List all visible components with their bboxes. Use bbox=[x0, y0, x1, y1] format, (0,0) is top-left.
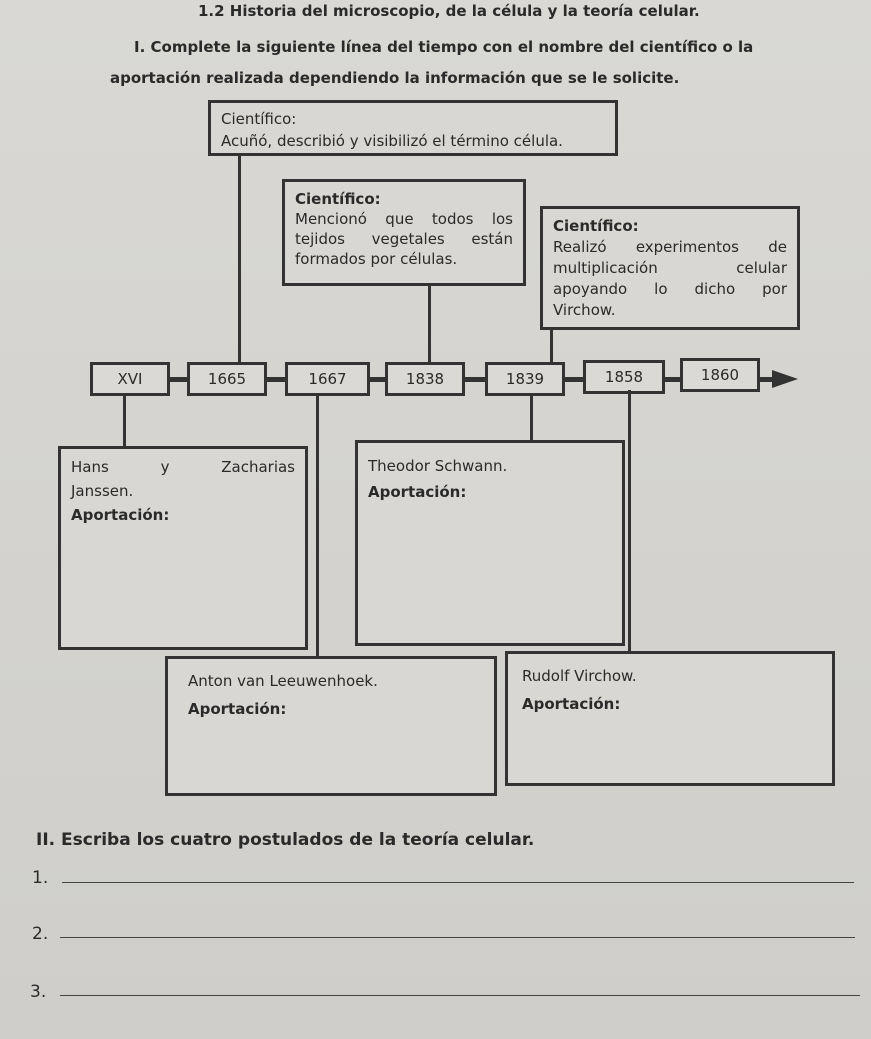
scientist-name-line-2: Janssen. bbox=[71, 482, 134, 500]
postulate-3-label: 3. bbox=[30, 982, 47, 1002]
postulate-2-label: 2. bbox=[32, 924, 49, 944]
scientist-label: Científico: bbox=[221, 110, 297, 128]
year-1838: 1838 bbox=[385, 362, 465, 396]
instruction-line-1: I. Complete la siguiente línea del tiempo con el nombre del científico o la bbox=[134, 38, 754, 56]
postulate-2-answer-line[interactable] bbox=[60, 937, 855, 938]
connector-1665 bbox=[238, 155, 241, 375]
section-2-title: II. Escriba los cuatro postulados de la teoría celular. bbox=[36, 830, 535, 850]
scientist-box-1838 bbox=[282, 179, 526, 286]
contribution-line-1: Realizó experimentos de bbox=[553, 238, 787, 256]
connector-1858 bbox=[628, 390, 631, 652]
contribution-line-1: Mencionó que todos los bbox=[295, 210, 513, 228]
postulate-1-label: 1. bbox=[32, 868, 49, 888]
leeuwenhoek-box bbox=[165, 656, 497, 796]
scientist-name: Anton van Leeuwenhoek. bbox=[188, 672, 378, 690]
contribution-line-2: tejidos vegetales están bbox=[295, 230, 513, 248]
year-1839: 1839 bbox=[485, 362, 565, 396]
instruction-line-2: aportación realizada dependiendo la información que se le solicite. bbox=[110, 69, 680, 87]
year-1858: 1858 bbox=[583, 360, 665, 394]
scientist-label: Científico: bbox=[553, 217, 639, 235]
postulate-3-answer-line[interactable] bbox=[60, 995, 860, 996]
scientist-box-1665 bbox=[208, 100, 618, 156]
contribution-line-4: Virchow. bbox=[553, 301, 616, 319]
year-1667: 1667 bbox=[285, 362, 370, 396]
page-title: 1.2 Historia del microscopio, de la célula y la teoría celular. bbox=[198, 2, 700, 20]
contribution-line-3: formados por células. bbox=[295, 250, 458, 268]
virchow-box bbox=[505, 651, 835, 786]
year-xvi: XVI bbox=[90, 362, 170, 396]
contribution-label: Aportación: bbox=[71, 506, 170, 524]
contribution-line-2: multiplicación celular bbox=[553, 259, 787, 277]
scientist-name-line-1: Hans y Zacharias bbox=[71, 458, 295, 476]
scientist-contribution: Acuñó, describió y visibilizó el término célula. bbox=[221, 132, 563, 150]
postulate-1-answer-line[interactable] bbox=[62, 882, 854, 883]
contribution-label: Aportación: bbox=[188, 700, 287, 718]
scientist-name: Theodor Schwann. bbox=[368, 457, 508, 475]
year-1665: 1665 bbox=[187, 362, 267, 396]
contribution-label: Aportación: bbox=[368, 483, 467, 501]
contribution-label: Aportación: bbox=[522, 695, 621, 713]
scientist-name: Rudolf Virchow. bbox=[522, 667, 637, 685]
year-1860: 1860 bbox=[680, 358, 760, 392]
scientist-label: Científico: bbox=[295, 190, 381, 208]
contribution-line-3: apoyando lo dicho por bbox=[553, 280, 787, 298]
timeline-arrow-icon bbox=[772, 370, 798, 388]
connector-1667 bbox=[316, 394, 319, 656]
connector-1839-down bbox=[530, 394, 533, 441]
scientist-box-1839 bbox=[540, 206, 800, 330]
janssen-box bbox=[58, 446, 308, 650]
schwann-box bbox=[355, 440, 625, 646]
connector-xvi bbox=[123, 394, 126, 449]
